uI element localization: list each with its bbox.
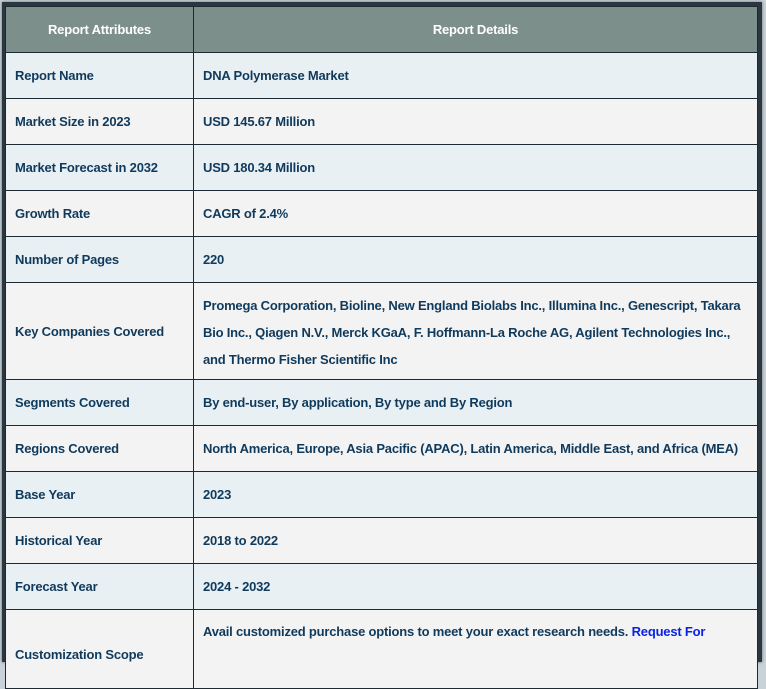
request-for-link[interactable]: Request For bbox=[631, 624, 706, 639]
header-report-details: Report Details bbox=[194, 7, 758, 53]
table-row bbox=[6, 145, 758, 191]
row-value-number-of-pages: 220 bbox=[194, 237, 758, 283]
table-row bbox=[6, 237, 758, 283]
table-row bbox=[6, 99, 758, 145]
row-label-forecast-year: Forecast Year bbox=[6, 564, 194, 610]
table-row bbox=[6, 518, 758, 564]
row-value-market-size: USD 145.67 Million bbox=[194, 99, 758, 145]
table-row bbox=[6, 283, 758, 380]
row-label-base-year: Base Year bbox=[6, 472, 194, 518]
row-label-market-size: Market Size in 2023 bbox=[6, 99, 194, 145]
report-table-frame bbox=[2, 2, 762, 662]
row-value-customization-scope bbox=[194, 610, 758, 689]
row-value-growth-rate: CAGR of 2.4% bbox=[194, 191, 758, 237]
table-header-row bbox=[6, 7, 758, 53]
row-value-regions-covered: North America, Europe, Asia Pacific (APAC), Latin America, Middle East, and Africa (MEA) bbox=[194, 426, 758, 472]
row-value-key-companies: Promega Corporation, Bioline, New England Biolabs Inc., Illumina Inc., Genescript, Takara Bio Inc., Qiagen N.V., Merck KGaA, F. Hoffmann-La Roche AG, Agilent Technologies Inc., and Thermo Fisher Scientific Inc bbox=[194, 283, 758, 380]
row-label-growth-rate: Growth Rate bbox=[6, 191, 194, 237]
row-label-historical-year: Historical Year bbox=[6, 518, 194, 564]
table-row bbox=[6, 380, 758, 426]
row-label-market-forecast: Market Forecast in 2032 bbox=[6, 145, 194, 191]
table-row bbox=[6, 53, 758, 99]
row-value-report-name: DNA Polymerase Market bbox=[194, 53, 758, 99]
table-row bbox=[6, 564, 758, 610]
row-label-customization-scope: Customization Scope bbox=[6, 610, 194, 689]
header-report-attributes: Report Attributes bbox=[6, 7, 194, 53]
row-label-segments-covered: Segments Covered bbox=[6, 380, 194, 426]
row-label-number-of-pages: Number of Pages bbox=[6, 237, 194, 283]
row-value-forecast-year: 2024 - 2032 bbox=[194, 564, 758, 610]
table-row bbox=[6, 472, 758, 518]
table-row bbox=[6, 426, 758, 472]
table-row bbox=[6, 610, 758, 689]
table-row bbox=[6, 191, 758, 237]
row-value-segments-covered: By end-user, By application, By type and By Region bbox=[194, 380, 758, 426]
row-value-market-forecast: USD 180.34 Million bbox=[194, 145, 758, 191]
customization-text: Avail customized purchase options to meet your exact research needs. bbox=[203, 624, 629, 639]
row-label-regions-covered: Regions Covered bbox=[6, 426, 194, 472]
row-value-base-year: 2023 bbox=[194, 472, 758, 518]
report-attributes-table bbox=[5, 6, 758, 689]
row-label-report-name: Report Name bbox=[6, 53, 194, 99]
row-label-key-companies: Key Companies Covered bbox=[6, 283, 194, 380]
row-value-historical-year: 2018 to 2022 bbox=[194, 518, 758, 564]
